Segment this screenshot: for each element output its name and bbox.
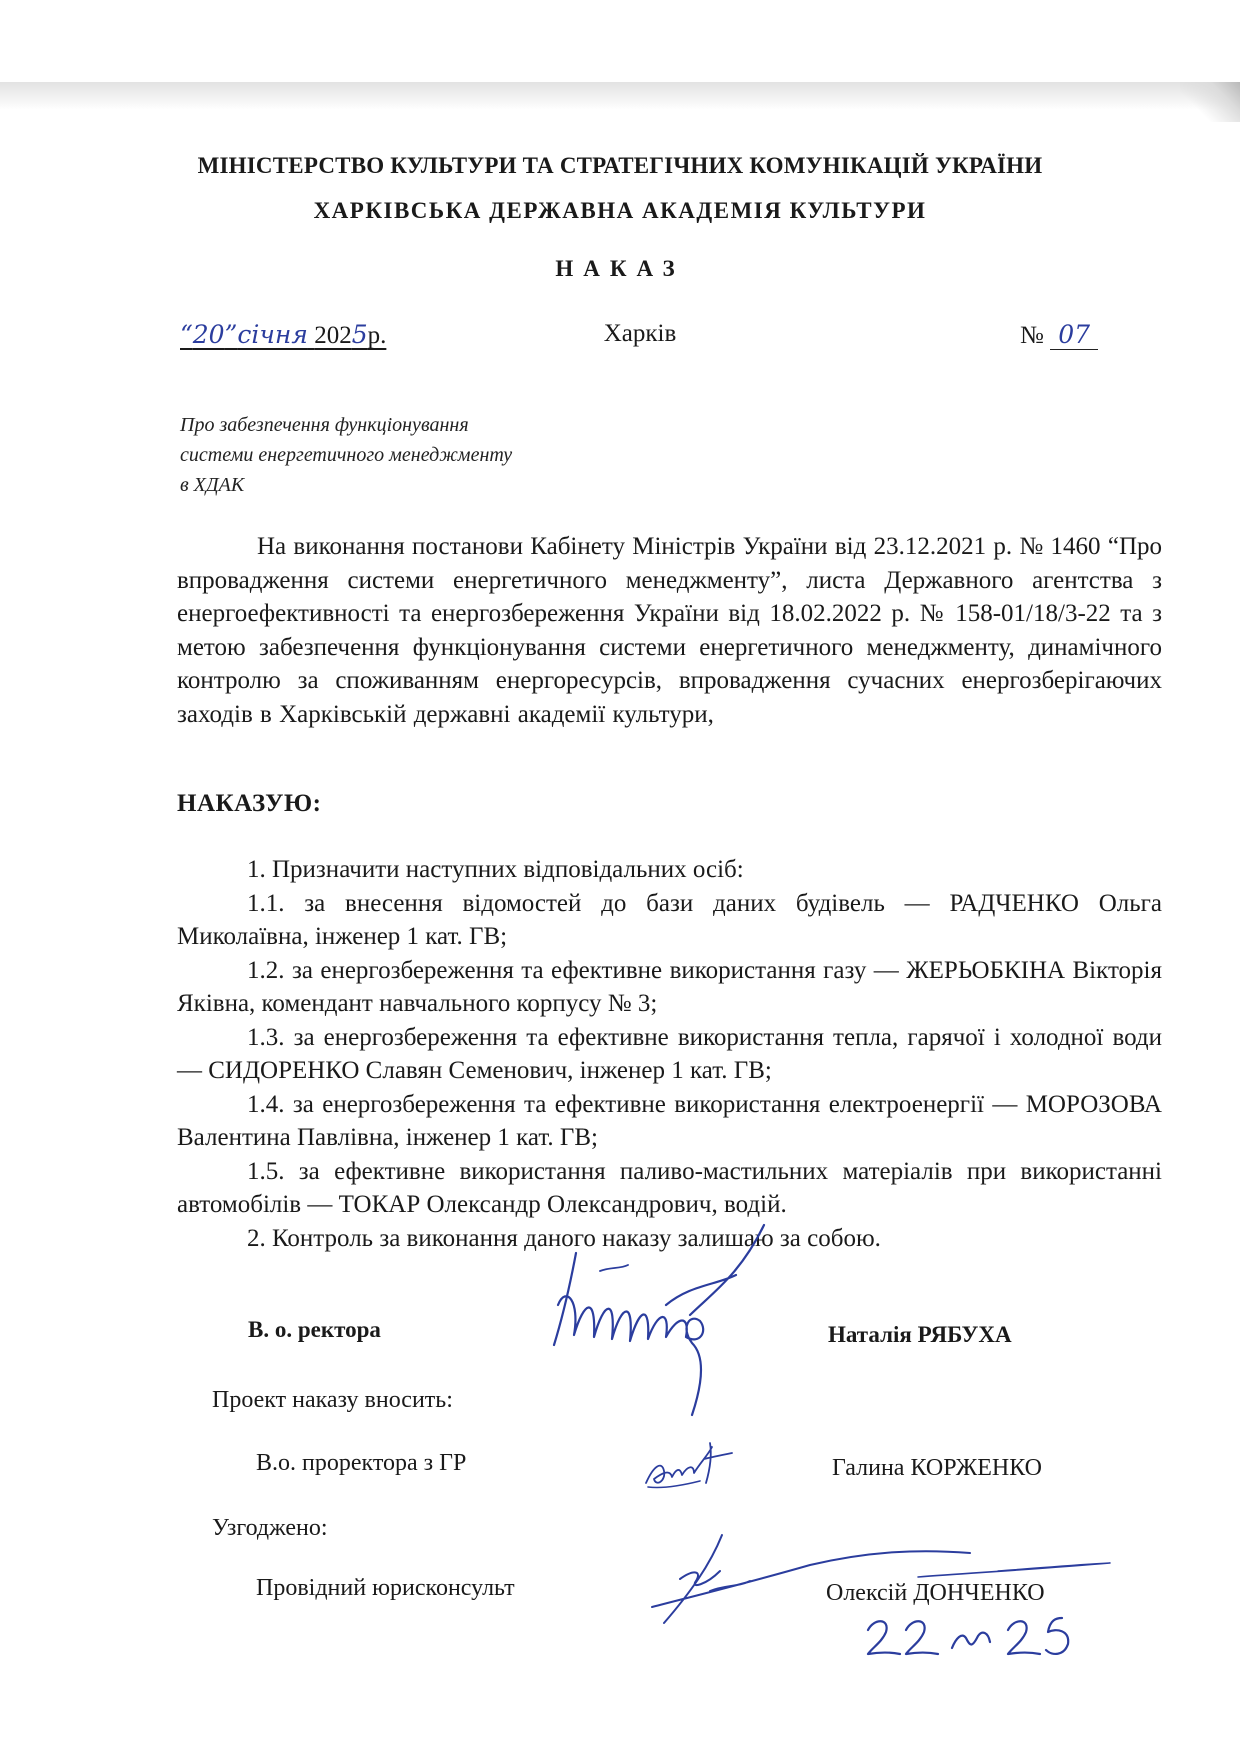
subject-line: в ХДАК [180, 474, 245, 496]
ministry-heading: МІНІСТЕРСТВО КУЛЬТУРИ ТА СТРАТЕГІЧНИХ КОМУНІКАЦІЙ УКРАЇНИ [197, 153, 1043, 178]
date-year-suffix: р. [367, 322, 387, 349]
order-item: 1.3. за енергозбереження та ефективне використання тепла, гарячої і холодної води — СИДОРЕНКО Славян Семенович, інженер 1 кат. ГВ; [177, 1023, 1162, 1084]
scan-corner-fold [1180, 82, 1240, 122]
number-value-handwritten: 07 [1050, 320, 1098, 350]
rector-name: Наталія РЯБУХА [828, 1322, 1012, 1347]
date-year-digit-handwritten: 5 [351, 320, 368, 349]
order-date [180, 320, 386, 350]
draft-submitted-label: Проект наказу вносить: [212, 1387, 453, 1413]
order-subject [180, 410, 512, 500]
prorector-title: В.о. проректора з ГР [256, 1450, 467, 1476]
subject-line: системи енергетичного менеджменту [180, 444, 513, 466]
prorector-signature [640, 1425, 740, 1495]
order-item: 2. Контроль за виконання даного наказу залишаю за собою. [247, 1224, 881, 1252]
preamble-paragraph: На виконання постанови Кабінету Міністрів України від 23.12.2021 р. № 1460 “Про впровадження системи енергетичного менеджменту”, листа Державного агентства з енергоефективності та енергозбереження України від 18.02.2022 р. № 158-01/18/3-22 та з метою забезпечення функціонування системи енергетичного менеджменту, динамічного контролю за споживанням енергоресурсів, впровадження сучасних енергозберігаючих заходів в Харківській державні академії культури, [177, 533, 1162, 728]
date-open-quote: “ [180, 320, 193, 349]
order-items [177, 853, 1162, 1255]
order-date-underlined [180, 322, 386, 349]
lawyer-name: Олексій ДОНЧЕНКО [826, 1580, 1045, 1606]
prorector-name: Галина КОРЖЕНКО [832, 1455, 1042, 1481]
rector-signature [540, 1245, 780, 1425]
order-item: 1.5. за ефективне використання паливо-мастильних матеріалів при використанні автомобілів — ТОКАР Олександр Олександрович, водій. [177, 1157, 1162, 1218]
lawyer-title: Провідний юрисконсульт [256, 1575, 515, 1601]
order-item: 1.4. за енергозбереження та ефективне використання електроенергії — МОРОЗОВА Валентина Павлівна, інженер 1 кат. ГВ; [177, 1090, 1162, 1151]
subject-line: Про забезпечення функціонування [180, 414, 469, 436]
number-label: № [1020, 322, 1044, 349]
order-number [1020, 320, 1098, 350]
lawyer-date-handwritten [860, 1608, 1090, 1678]
date-close-quote: ” [224, 320, 238, 349]
scan-edge-shadow [0, 82, 1240, 110]
date-month-handwritten: січня [237, 320, 308, 349]
order-item: 1. Призначити наступних відповідальних осіб: [247, 856, 744, 883]
date-year-prefix: 202 [314, 322, 352, 349]
rector-title: В. о. ректора [248, 1317, 381, 1342]
city: Харків [603, 320, 677, 347]
document-type-title: НАКАЗ [555, 256, 685, 281]
order-item: 1.1. за внесення відомостей до бази даних будівель — РАДЧЕНКО Ольга Миколаївна, інженер 1 кат. ГВ; [177, 889, 1162, 950]
agreed-label: Узгоджено: [212, 1515, 328, 1541]
academy-heading: ХАРКІВСЬКА ДЕРЖАВНА АКАДЕМІЯ КУЛЬТУРИ [313, 198, 927, 223]
orders-heading: НАКАЗУЮ: [177, 790, 322, 817]
order-item: 1.2. за енергозбереження та ефективне використання газу — ЖЕРЬОБКІНА Вікторія Яківна, комендант навчального корпусу № 3; [177, 956, 1162, 1017]
date-day-handwritten: 20 [192, 320, 225, 349]
